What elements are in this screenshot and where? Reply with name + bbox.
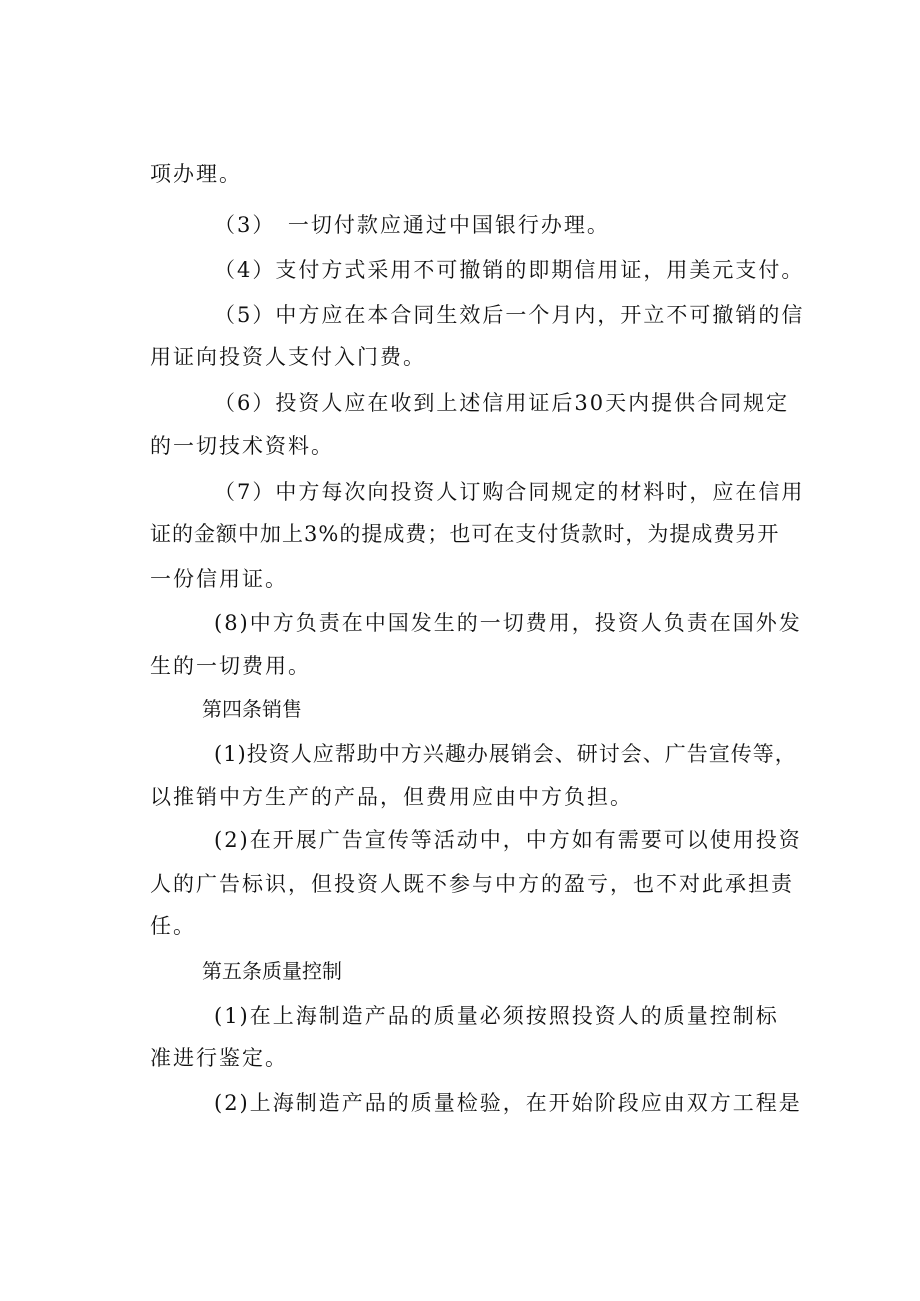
article-5-clause-2-line: (2)上海制造产品的质量检验，在开始阶段应由双方工程是 xyxy=(214,1091,802,1115)
article-4-clause-2-line: (2)在开展广告宣传等活动中，中方如有需要可以使用投资 xyxy=(214,828,802,852)
text-line: 证的金额中加上3%的提成费；也可在支付货款时，为提成费另开 xyxy=(150,522,780,546)
text-line: 人的广告标识，但投资人既不参与中方的盈亏，也不对此承担责 xyxy=(150,872,794,896)
clause-5-line: （5）中方应在本合同生效后一个月内，开立不可撤销的信 xyxy=(214,303,805,327)
article-4-heading: 第四条销售 xyxy=(202,697,302,721)
text-line: 以推销中方生产的产品，但费用应由中方负担。 xyxy=(150,785,633,809)
article-5-clause-1-line: (1)在上海制造产品的质量必须按照投资人的质量控制标 xyxy=(214,1004,779,1028)
clause-4-line: （4）支付方式采用不可撤销的即期信用证，用美元支付。 xyxy=(214,258,805,282)
text-line: 任。 xyxy=(150,914,196,938)
text-line: 的一切技术资料。 xyxy=(150,434,334,458)
text-line: 项办理。 xyxy=(150,162,242,186)
clause-6-line: （6）投资人应在收到上述信用证后30天内提供合同规定 xyxy=(214,391,790,415)
text-line: 生的一切费用。 xyxy=(150,654,311,678)
clause-7-line: （7）中方每次向投资人订购合同规定的材料时，应在信用 xyxy=(214,480,805,504)
text-line: 用证向投资人支付入门费。 xyxy=(150,345,426,369)
text-line: 一份信用证。 xyxy=(150,567,288,591)
text-line: 准进行鉴定。 xyxy=(150,1046,288,1070)
clause-3-line: （3） 一切付款应通过中国银行办理。 xyxy=(214,213,610,237)
clause-8-line: (8)中方负责在中国发生的一切费用，投资人负责在国外发 xyxy=(214,611,802,635)
article-5-heading: 第五条质量控制 xyxy=(202,959,342,983)
article-4-clause-1-line: (1)投资人应帮助中方兴趣办展销会、研讨会、广告宣传等， xyxy=(214,742,797,766)
